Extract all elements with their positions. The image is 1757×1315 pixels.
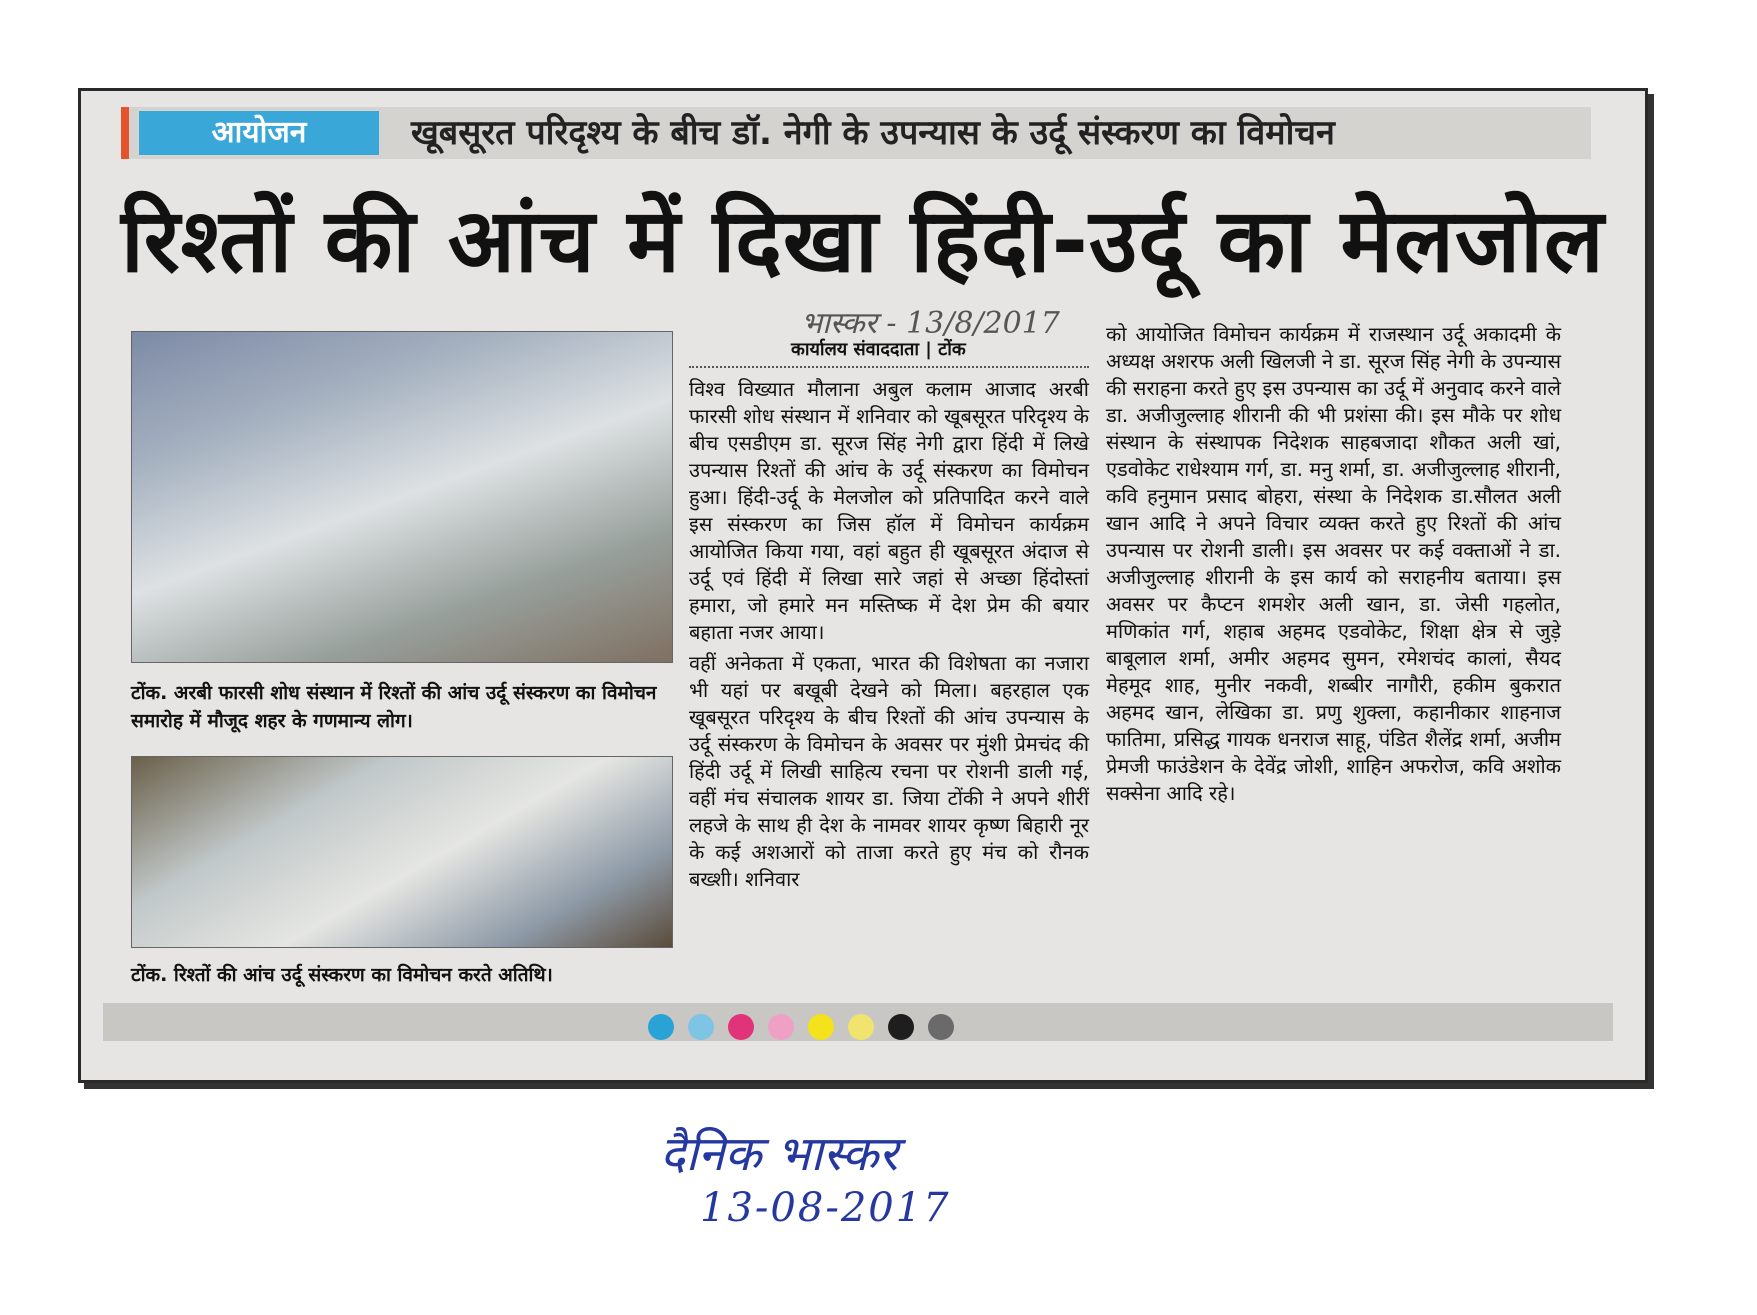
book-release-photo xyxy=(131,756,673,948)
audience-photo xyxy=(131,331,673,663)
article-paragraph: वहीं अनेकता में एकता, भारत की विशेषता का नजारा भी यहां पर बखूबी देखने को मिला। बहरहाल एक खूबसूरत परिदृश्य के बीच रिश्तों की आंच उपन्यास के उर्दू संस्करण के विमोचन के अवसर पर मुंशी प्रेमचंद की हिंदी उर्दू में लिखी साहित्य रचना पर रोशनी डाली गई, वहीं मंच संचालक शायर डा. जिया टोंकी ने अपने शीरीं लहजे के साथ ही देश के नामवर शायर कृष्ण बिहारी नूर के कई अशआरों को ताजा करते हुए मंच को रौनक बख्शी। शनिवार xyxy=(689,651,1089,891)
byline-divider xyxy=(689,366,1089,368)
color-dot xyxy=(728,1014,754,1040)
main-headline: रिश्तों की आंच में दिखा हिंदी-उर्दू का मेलजोल xyxy=(121,189,1605,292)
color-dot xyxy=(848,1014,874,1040)
header-accent xyxy=(121,107,129,159)
article-paragraph: विश्व विख्यात मौलाना अबुल कलाम आजाद अरबी फारसी शोध संस्थान में शनिवार को खूबसूरत परिदृश्य के बीच एसडीएम डा. सूरज सिंह नेगी द्वारा हिंदी में लिखे उपन्यास रिश्तों की आंच के उर्दू संस्करण का विमोचन हुआ। हिंदी-उर्दू के मेलजोल को प्रतिपादित करने वाले इस संस्करण का जिस हॉल में विमोचन कार्यक्रम आयोजित किया गया, वहां बहुत ही खूबसूरत अंदाज से उर्दू एवं हिंदी में लिखा सारे जहां से अच्छा हिंदोस्तां हमारा, जो हमारे मन मस्तिष्क में देश प्रेम की बयार बहाता नजर आया। xyxy=(689,377,1089,644)
section-tag: आयोजन xyxy=(139,111,379,155)
color-dot xyxy=(888,1014,914,1040)
photo-caption-2: टोंक. रिश्तों की आंच उर्दू संस्करण का विमोचन करते अतिथि। xyxy=(131,964,553,986)
photo-caption-1: टोंक. अरबी फारसी शोध संस्थान में रिश्तों की आंच उर्दू संस्करण का विमोचन समारोह में मौजूद शहर के गणमान्य लोग। xyxy=(131,682,657,732)
byline: कार्यालय संवाददाता | टोंक xyxy=(791,339,966,360)
kicker-headline: खूबसूरत परिदृश्य के बीच डॉ. नेगी के उपन्यास के उर्दू संस्करण का विमोचन xyxy=(411,113,1335,153)
article-column-1 xyxy=(689,376,1089,897)
handwritten-date: 13-08-2017 xyxy=(700,1185,951,1231)
article-paragraph: को आयोजित विमोचन कार्यक्रम में राजस्थान उर्दू अकादमी के अध्यक्ष अशरफ अली खिलजी ने डा. सूरज सिंह नेगी के उपन्यास की सराहना करते हुए इस उपन्यास का उर्दू में अनुवाद करने वाले डा. अजीजुल्लाह शीरानी की भी प्रशंसा की। इस मौके पर शोध संस्थान के संस्थापक निदेशक साहबजादा शौकत अली खां, एडवोकेट राधेश्याम गर्ग, डा. मनु शर्मा, डा. अजीजुल्लाह शीरानी, कवि हनुमान प्रसाद बोहरा, संस्था के निदेशक डा.सौलत अली खान आदि ने अपने विचार व्यक्त करते हुए रिश्तों की आंच उपन्यास पर रोशनी डाली। इस अवसर पर कई वक्ताओं ने डा. अजीजुल्लाह शीरानी के इस कार्य को सराहनीय बताया। इस अवसर पर कैप्टन शमशेर अली खान, डा. जेसी गहलोत, मणिकांत गर्ग, शहाब अहमद एडवोकेट, शिक्षा क्षेत्र से जुड़े बाबूलाल शर्मा, अमीर अहमद सुमन, रमेशचंद कालां, सैयद मेहमूद शाह, मुनीर नकवी, शब्बीर नागौरी, हकीम बुकरात अहमद खान, लेखिका डा. प्रणु शुक्ला, कहानीकार शाहनाज फातिमा, प्रसिद्ध गायक धनराज साहू, पंडित शैलेंद्र शर्मा, अजीम प्रेमजी फाउंडेशन के देवेंद्र जोशी, शाहिन अफरोज, कवि अशोक सक्सेना आदि रहे। xyxy=(1106,322,1561,805)
newspaper-clipping xyxy=(78,88,1648,1083)
color-dot xyxy=(648,1014,674,1040)
article-column-2 xyxy=(1106,321,1561,811)
color-dot xyxy=(928,1014,954,1040)
handwritten-signature: दैनिक भास्कर xyxy=(660,1126,899,1182)
color-dot xyxy=(768,1014,794,1040)
handwritten-note: भास्कर - 13/8/2017 xyxy=(801,306,1060,341)
color-dot xyxy=(808,1014,834,1040)
color-dot xyxy=(688,1014,714,1040)
